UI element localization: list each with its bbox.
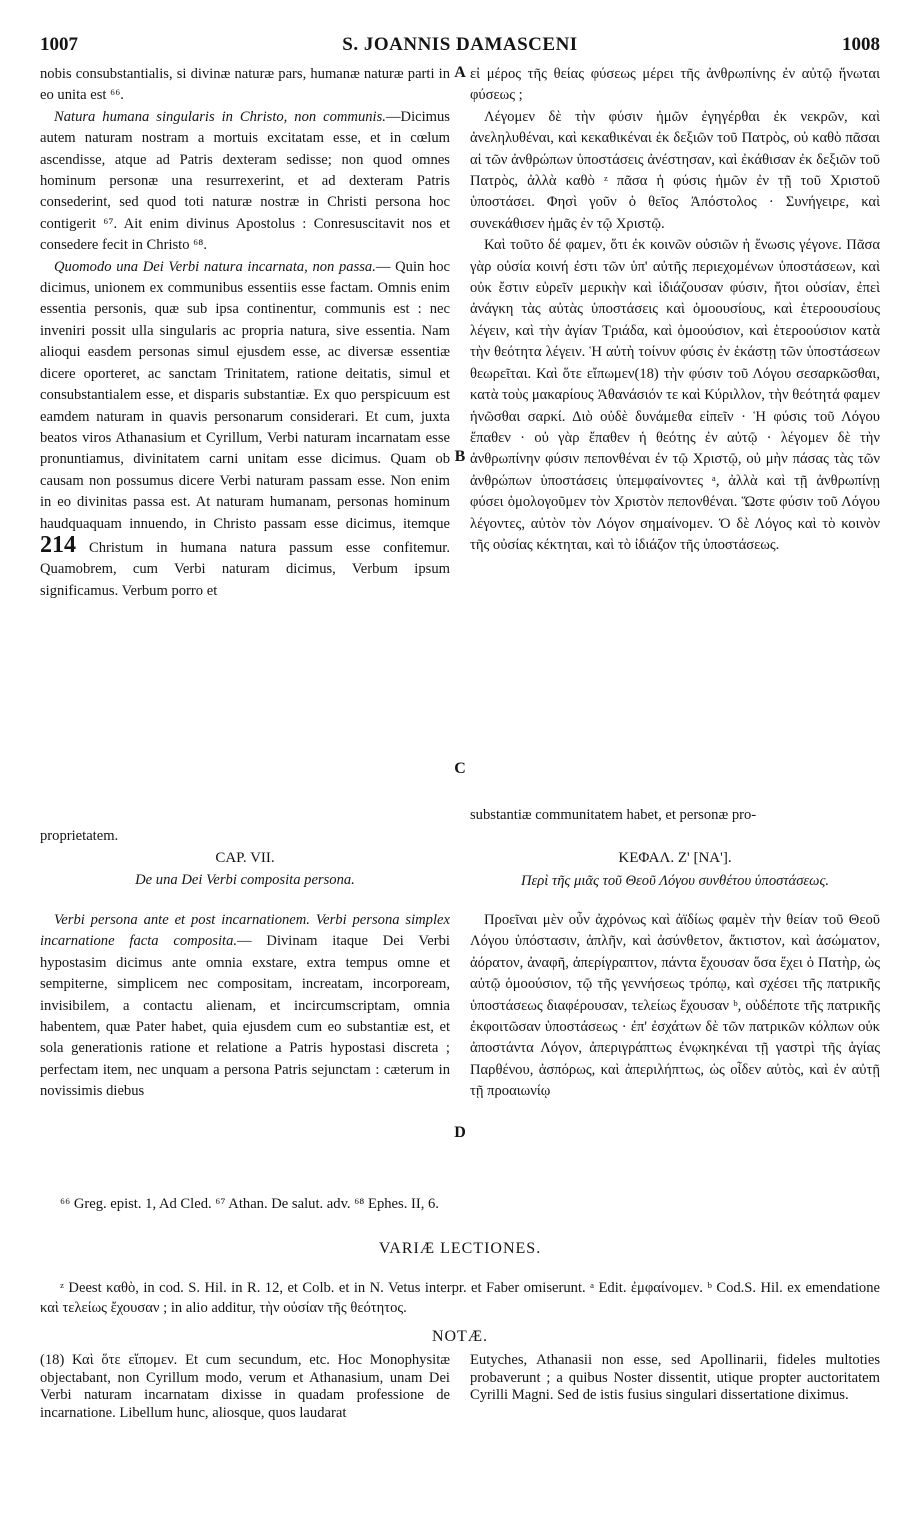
greek-column-lower (470, 910, 880, 1103)
notae-right (470, 1352, 880, 1405)
latin-column (40, 64, 450, 602)
greek-column (470, 64, 880, 556)
footnotes: ⁶⁶ Greg. epist. 1, Ad Cled. ⁶⁷ Athan. De salut. adv. ⁶⁸ Ephes. II, 6. (60, 1196, 439, 1212)
greek-para-2: Λέγομεν δὲ τὴν φύσιν ἡμῶν ἐγηγέρθαι ἐκ νεκρῶν, καὶ ἀνεληλυθέναι, καὶ κεκαθικέναι ἐκ δεξιῶν τοῦ Πατρὸς, οὐ καθὸ πᾶσαι αἱ τῶν ἀνθρώπων ὑποστάσεις ἀνέστησαν, καὶ ἐκάθισαν ἐκ δεξιῶν τοῦ Πατρὸς, ἀλλὰ καθὸ ᶻ πᾶσα ἡ φύσις ἡμῶν ἐν τῇ τοῦ Χριστοῦ ὑποστάσει. Φησὶ γοῦν ὁ θεῖος Ἀπόστολος · Συνήγειρε, καὶ συνεκάθισεν ἡμᾶς ἐν τῷ Χριστῷ. (470, 108, 880, 232)
latin-para-2 (40, 107, 450, 257)
latin-para-3 (40, 257, 450, 603)
latin-text-4: — Divinam itaque Dei Verbi hypostasim dicimus ante omnia exstare, extra tempus omne et sempiterne, simplicem nec compositam, increatam, incorpoream, invisibilem, a contactu alienam, et incircumscriptam, omnia habentem, quæ Pater habet, quia ejusdem cum eo substantiæ est, et sola generationis ratione et relatione a Patris hypostasi discreta ; perfectam item, nec unquam a persona Patris sejunctam : cæterum in novissimis diebus (40, 933, 450, 1100)
latin-text-3: — Quin hoc dicimus, unionem ex communibus essentiis esse factam. Omnis enim essentia personis, quæ sub ipsa continentur, communis est : nec inveniri possit ulla singularis ac propria natura, sive essentia. Nam alioqui easdem personas simul ejusdem esse, ac diversæ essentiæ dicere oporteret, ac sanctam Trinitatem, ratione deitatis, simul et consubstantialem esse, et disparis substantiæ. Ex quo perspicuum est eamdem naturam in quavis personarum considerari. Et cum, juxta beatos viros Athanasium et Cyrillum, Verbi naturam incarnatam esse pronuntiamus, divinitatem carni unitam esse dicimus. Quam ob causam non possumus dicere Verbi naturam passam esse. Non enim in eo divinitas passa est. At naturam humanam, personas hominum haudquaquam innuendo, in Christo passam esse dicimus, itemque (40, 258, 450, 532)
page-number-right: 1008 (842, 34, 880, 55)
margin-letter-c: C (454, 760, 466, 777)
latin-para-4 (40, 910, 450, 1103)
greek-chapter-number: ΚΕΦΑΛ. Ζ' [ΝΑ']. (618, 850, 732, 866)
page-number-left: 1007 (40, 34, 78, 55)
latin-subheading-2: Natura humana singularis in Christo, non communis. (54, 108, 386, 125)
notae-left (40, 1352, 450, 1422)
greek-para-4: Προεῖναι μὲν οὖν ἀχρόνως καὶ ἀϊδίως φαμὲν τὴν θείαν τοῦ Θεοῦ Λόγου ὑπόστασιν, ἁπλῆν, καὶ ἀσύνθετον, ἄκτιστον, καὶ ἀσώματον, ἀόρατον, ἀναφῆ, ἀπερίγραπτον, πάντα ἔχουσαν ὅσα ἔχει ὁ Πατὴρ, ὡς αὐτῷ ὁμοούσιον, τῷ τῆς γεννήσεως τρόπῳ, καὶ σχέσει τῆς πατρικῆς ὑποστάσεως διαφέρουσαν, τελείως ἔχουσαν ᵇ, οὐδέποτε τῆς πατρικῆς ἐκφοιτῶσαν ὑποστάσεως · ἐπ' ἐσχάτων δὲ τῶν πατρικῶν κόλπων οὐκ ἀποστάντα Λόγον, ἀπεριγράπτως ἐνῳκηκέναι τῇ γαστρὶ τῆς ἁγίας Παρθένου, ἀσπόρως, καὶ ἀπεριλήπτως, ὡς οἶδεν αὐτὸς, καὶ ἐν αὐτῇ τῇ προαιωνίῳ (470, 912, 880, 1100)
notae-right-text: Eutyches, Athanasii non esse, sed Apollinarii, fideles multoties probaverunt ; a quibus Noster dissentit, utique propter auctoritatem Cyrilli Magni. Sed de istis fusius singulari dissertatione diximus. (470, 1352, 880, 1404)
spanning-line-right: substantiæ communitatem habet, et personæ pro- (470, 807, 757, 823)
running-title: S. JOANNIS DAMASCENI (342, 34, 578, 55)
margin-letter-d: D (454, 1124, 466, 1141)
latin-text-3-tail: Christum in humana natura passum esse confitemur. Quamobrem, cum Verbi naturam dicimus, Verbum ipsum significamus. Verbum porro et (40, 539, 450, 599)
variae-title: VARIÆ LECTIONES. (378, 1240, 542, 1257)
latin-column-lower (40, 910, 450, 1103)
latin-text-2: —Dicimus autem naturam nostram a mortuis excitatam esse, et in cœlum ascendisse, atque ad Patris dexteram sedisse; non quod omnes hominum personæ una resurrexerint, et ad dexteram Patris consederint, sed quod toti naturæ nostræ in Christi persona hoc contigerit ⁶⁷. Ait enim divinus Apostolus : Conresuscitavit nos et consedere fecit in Christo ⁶⁸. (40, 108, 450, 254)
column-number-214: 214 (40, 531, 76, 558)
margin-letter-a: A (454, 64, 466, 81)
latin-para-1: nobis consubstantialis, si divinæ naturæ pars, humanæ naturæ parti in eo unita est ⁶⁶. (40, 66, 450, 104)
notae-left-text: (18) Καὶ ὅτε εἴπομεν. Et cum secundum, etc. Hoc Monophysitæ objectabant, non Cyrillum modo, verum et Athanasium, unam Dei Verbi naturam incarnatam dixisse in quadam professione de incarnatione. Libellum hunc, aliosque, quos laudarat (40, 1352, 450, 1421)
latin-subheading-4: Verbi persona ante et post incarnationem. Verbi persona simplex incarnatione facta composita. (40, 912, 450, 950)
running-header (40, 34, 880, 60)
greek-para-3: Καὶ τοῦτο δέ φαμεν, ὅτι ἐκ κοινῶν οὐσιῶν ἡ ἕνωσις γέγονε. Πᾶσα γὰρ οὐσία κοινή ἐστι τῶν ὑπ' αὐτῆς περιεχομένων ὑποστάσεων, καὶ οὐκ ἔστιν εὑρεῖν μερικὴν καὶ ἰδιάζουσαν φύσιν, ἤτοι οὐσίαν, ἐπεὶ ἀνάγκη τὰς αὐτὰς ὑποστάσεις καὶ ὁμοουσίους, καὶ ἑτεροουσίους λέγειν, καὶ τὴν ἁγίαν Τριάδα, καὶ ὁμοούσιον, καὶ ἑτεροούσιον κατὰ τὴν θεότητα λέγειν. Ἡ αὐτὴ τοίνυν φύσις ἐν ἑκάστῃ τῶν ὑποστάσεων θεωρεῖται. Καὶ ὅτε εἴπωμεν(18) τὴν φύσιν τοῦ Λόγου σεσαρκῶσθαι, κατὰ τοὺς μακαρίους Ἀθανάσιόν τε καὶ Κύριλλον, τὴν θεότητά φαμεν ἡνῶσθαι σαρκί. Διὸ οὐδὲ δυνάμεθα εἰπεῖν · Ἡ φύσις τοῦ Λόγου ἔπαθεν · οὐ γὰρ ἔπαθεν ἡ θεότης ἐν αὐτῷ · λέγομεν δὲ τὴν ἀνθρωπίνην φύσιν πεπονθέναι ἐν τῷ Χριστῷ, οὐ μὴν πάσας τὰς τῶν ἀνθρώπων ὑποστάσεις ὑπεμφαίνοντες ᵃ, ἀλλὰ καὶ τῇ ἀνθρωπίνῃ φύσει ὁμολογοῦμεν τὸν Χριστὸν πεπονθέναι. Ὥστε φύσιν τοῦ Λόγου λέγοντες, αὐτὸν τὸν Λόγον σημαίνομεν. Ὁ δὲ Λόγος καὶ τὸ κοινὸν τῆς οὐσίας κέκτηται, καὶ τὸ ἰδιάζον τῆς ὑποστάσεως. (470, 237, 880, 553)
spanning-line-end: proprietatem. (40, 828, 119, 844)
margin-letter-b: B (454, 448, 466, 465)
latin-chapter-title: De una Dei Verbi composita persona. (135, 872, 355, 888)
notae-title: NOTÆ. (431, 1328, 489, 1345)
latin-chapter-number: CAP. VII. (215, 850, 275, 866)
variae-text: ᶻ Deest καθὸ, in cod. S. Hil. in R. 12, et Colb. et in N. Vetus interpr. et Faber omiserunt. ᵃ Edit. ἐμφαίνομεν. ᵇ Cod.S. Hil. ex emendatione καὶ τελείως ἔχουσαν ; in alio additur, τὴν οὐσίαν τῆς θεότητος. (40, 1280, 880, 1316)
latin-subheading-3: Quomodo una Dei Verbi natura incarnata, non passa. (54, 258, 376, 275)
greek-para-1: εἰ μέρος τῆς θείας φύσεως μέρει τῆς ἀνθρωπίνης ἐν αὐτῷ ἥνωται φύσεως ; (470, 66, 880, 104)
greek-chapter-title: Περὶ τῆς μιᾶς τοῦ Θεοῦ Λόγου συνθέτου ὑποστάσεως. (520, 873, 830, 889)
